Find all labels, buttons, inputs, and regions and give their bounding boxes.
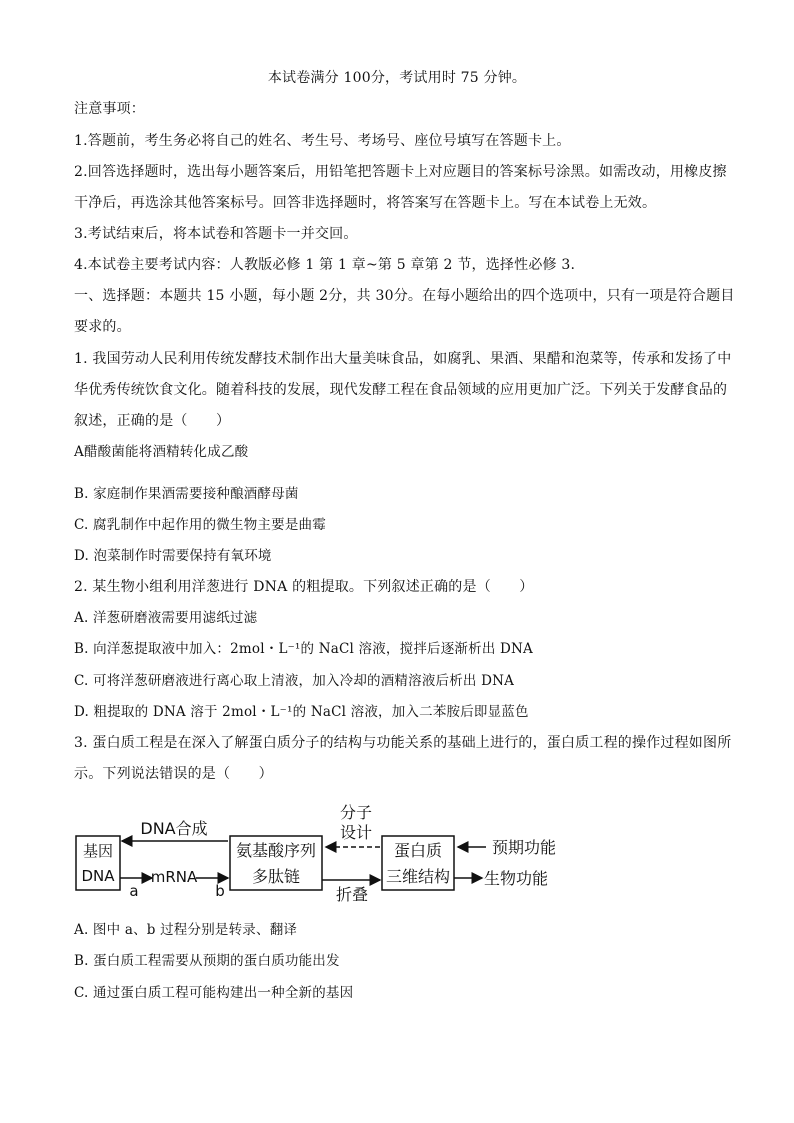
q3-option-c: C. 通过蛋白质工程可能构建出一种全新的基因	[74, 985, 354, 1001]
bio-function-label: 生物功能	[484, 869, 549, 888]
notes-title: 注意事项：	[74, 101, 145, 117]
q3-option-b: B. 蛋白质工程需要从预期的蛋白质功能出发	[74, 953, 340, 969]
q3-option-a: A. 图中 a、b 过程分别是转录、翻译	[74, 922, 298, 938]
label-b: b	[215, 882, 225, 900]
label-a: a	[129, 882, 139, 900]
protein-structure-box-label-2: 三维结构	[385, 867, 451, 886]
gene-box-label-1: 基因	[82, 842, 114, 860]
note-item-2-line-1: 2.回答选择题时，选出每小题答案后，用铅笔把答题卡上对应题目的答案标号涂黑。如需改动，用橡皮擦	[74, 164, 727, 180]
folding-label: 折叠	[335, 885, 369, 904]
section-heading-line-2: 要求的。	[74, 319, 131, 335]
q1-option-c: C. 腐乳制作中起作用的微生物主要是曲霉	[74, 517, 326, 533]
q1-option-a: A醋酸菌能将酒精转化成乙酸	[74, 444, 249, 460]
note-item-4: 4.本试卷主要考试内容：人教版必修 1 第 1 章~第 5 章第 2 节，选择性必修 3.	[74, 257, 576, 273]
mrna-label: mRNA	[150, 868, 198, 886]
q1-option-b: B. 家庭制作果酒需要接种酿酒酵母菌	[74, 486, 299, 502]
protein-structure-box-label-1: 蛋白质	[393, 841, 443, 860]
q1-stem-line-3: 叙述，正确的是（ ）	[74, 413, 231, 429]
q1-stem-line-2: 华优秀传统饮食文化。随着科技的发展，现代发酵工程在食品领域的应用更加广泛。下列关于发酵食品的	[74, 382, 728, 398]
molecular-design-label-2: 设计	[339, 823, 373, 842]
expected-function-label: 预期功能	[492, 838, 557, 857]
q2-stem: 2. 某生物小组利用洋葱进行 DNA 的粗提取。下列叙述正确的是（ ）	[74, 579, 534, 595]
dna-synthesis-label: DNA合成	[140, 819, 208, 838]
note-item-3: 3.考试结束后，将本试卷和答题卡一并交回。	[74, 226, 358, 242]
q1-option-d: D. 泡菜制作时需要保持有氧环境	[74, 548, 272, 564]
exam-info: 本试卷满分 100分，考试用时 75 分钟。	[267, 70, 527, 86]
molecular-design-label-1: 分子	[339, 803, 373, 822]
amino-acid-box-label-1: 氨基酸序列	[235, 841, 317, 860]
q2-option-d: D. 粗提取的 DNA 溶于 2mol・L⁻¹的 NaCl 溶液，加入二苯胺后即显蓝色	[74, 704, 529, 720]
q3-stem-line-2: 示。下列说法错误的是（ ）	[74, 766, 273, 782]
section-heading-line-1: 一、选择题：本题共 15 小题，每小题 2分，共 30分。在每小题给出的四个选项中，只有一项是符合题目	[74, 288, 735, 304]
note-item-2-line-2: 干净后，再选涂其他答案标号。回答非选择题时，将答案写在答题卡上。写在本试卷上无效。	[74, 195, 657, 211]
note-item-1: 1.答题前，考生务必将自己的姓名、考生号、考场号、座位号填写在答题卡上。	[74, 133, 571, 149]
q2-option-a: A. 洋葱研磨液需要用滤纸过滤	[74, 610, 258, 626]
amino-acid-box-label-2: 多肽链	[251, 867, 301, 886]
q2-option-c: C. 可将洋葱研磨液进行离心取上清液，加入冷却的酒精溶液后析出 DNA	[74, 673, 515, 689]
q1-stem-line-1: 1. 我国劳动人民利用传统发酵技术制作出大量美味食品，如腐乳、果酒、果醋和泡菜等，传承和发扬了中	[74, 351, 732, 367]
gene-box-label-2: DNA	[81, 867, 115, 885]
protein-engineering-diagram	[74, 800, 594, 910]
q3-stem-line-1: 3. 蛋白质工程是在深入了解蛋白质分子的结构与功能关系的基础上进行的，蛋白质工程的操作过程如图所	[74, 735, 732, 751]
q2-option-b: B. 向洋葱提取液中加入：2mol・L⁻¹的 NaCl 溶液，搅拌后逐渐析出 DNA	[74, 641, 534, 657]
